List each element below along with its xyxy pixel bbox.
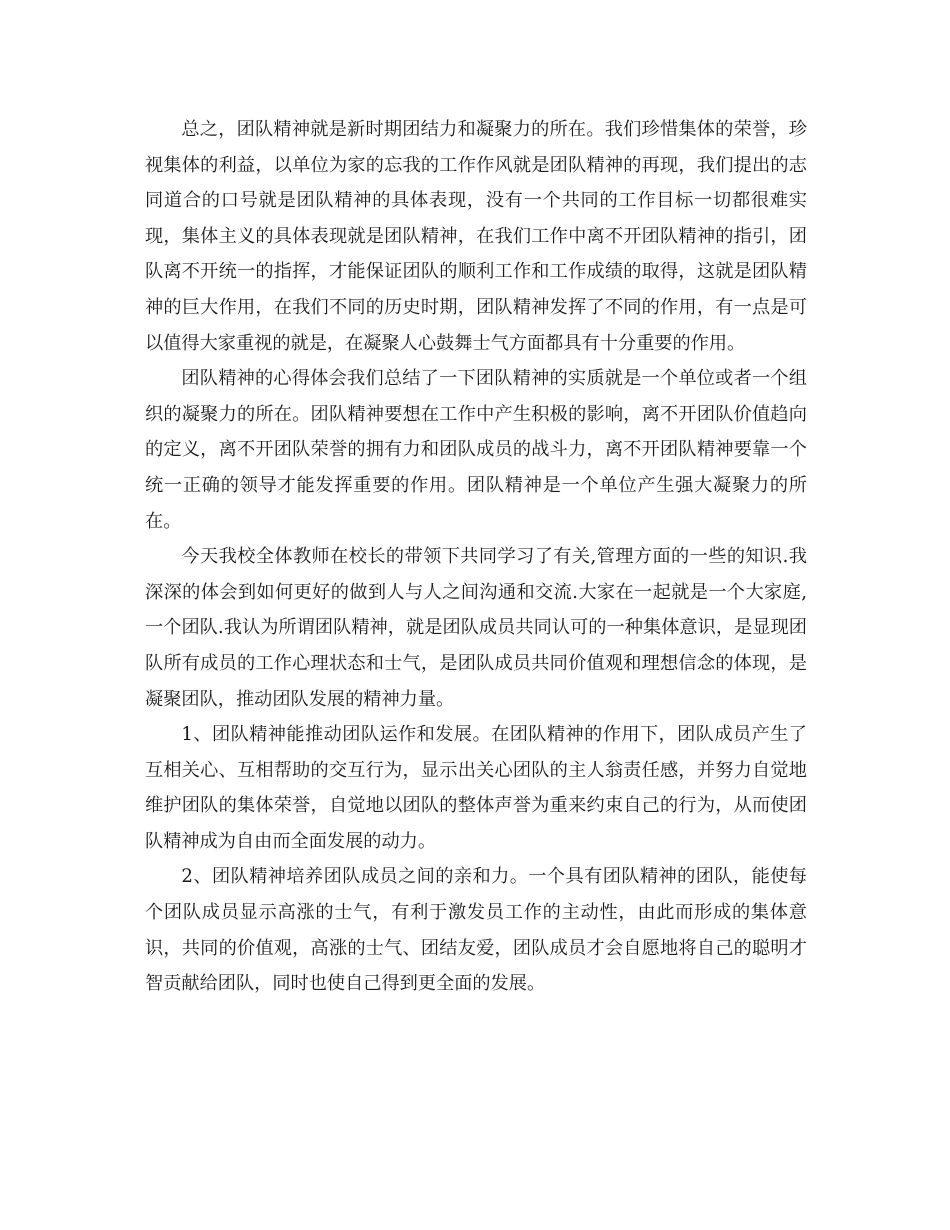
paragraph-point-1: 1、团队精神能推动团队运作和发展。在团队精神的作用下，团队成员产生了互相关心、互相帮助的交互行为，显示出关心团队的主人翁责任感，并努力自觉地维护团队的集体荣誉，自觉地以团队的整体声誉为重来约束自己的行为，从而使团队精神成为自由而全面发展的动力。 (145, 724, 807, 852)
document-page (145, 112, 807, 1002)
paragraph-point-2: 2、团队精神培养团队成员之间的亲和力。一个具有团队精神的团队，能使每个团队成员显示高涨的士气，有利于激发员工作的主动性，由此而形成的集体意识，共同的价值观，高涨的士气、团结友爱，团队成员才会自愿地将自己的聪明才智贡献给团队，同时也使自己得到更全面的发展。 (145, 866, 807, 995)
paragraph-summary: 总之，团队精神就是新时期团结力和凝聚力的所在。我们珍惜集体的荣誉，珍视集体的利益，以单位为家的忘我的工作作风就是团队精神的再现，我们提出的志同道合的口号就是团队精神的具体表现，没有一个共同的工作目标一切都很难实现，集体主义的具体表现就是团队精神，在我们工作中离不开团队精神的指引，团队离不开统一的指挥，才能保证团队的顺利工作和工作成绩的取得，这就是团队精神的巨大作用，在我们不同的历史时期，团队精神发挥了不同的作用，有一点是可以值得大家重视的就是，在凝聚人心鼓舞士气方面都具有十分重要的作用。 (145, 119, 807, 354)
paragraph-experience: 团队精神的心得体会我们总结了一下团队精神的实质就是一个单位或者一个组织的凝聚力的所在。团队精神要想在工作中产生积极的影响，离不开团队价值趋向的定义，离不开团队荣誉的拥有力和团队成员的战斗力，离不开团队精神要靠一个统一正确的领导才能发挥重要的作用。团队精神是一个单位产生强大凝聚力的所在。 (145, 368, 807, 532)
paragraph-study: 今天我校全体教师在校长的带领下共同学习了有关,管理方面的一些的知识.我深深的体会到如何更好的做到人与人之间沟通和交流.大家在一起就是一个大家庭,一个团队.我认为所谓团队精神，就是团队成员共同认可的一种集体意识，是显现团队所有成员的工作心理状态和士气，是团队成员共同价值观和理想信念的体现，是凝聚团队，推动团队发展的精神力量。 (145, 546, 807, 710)
